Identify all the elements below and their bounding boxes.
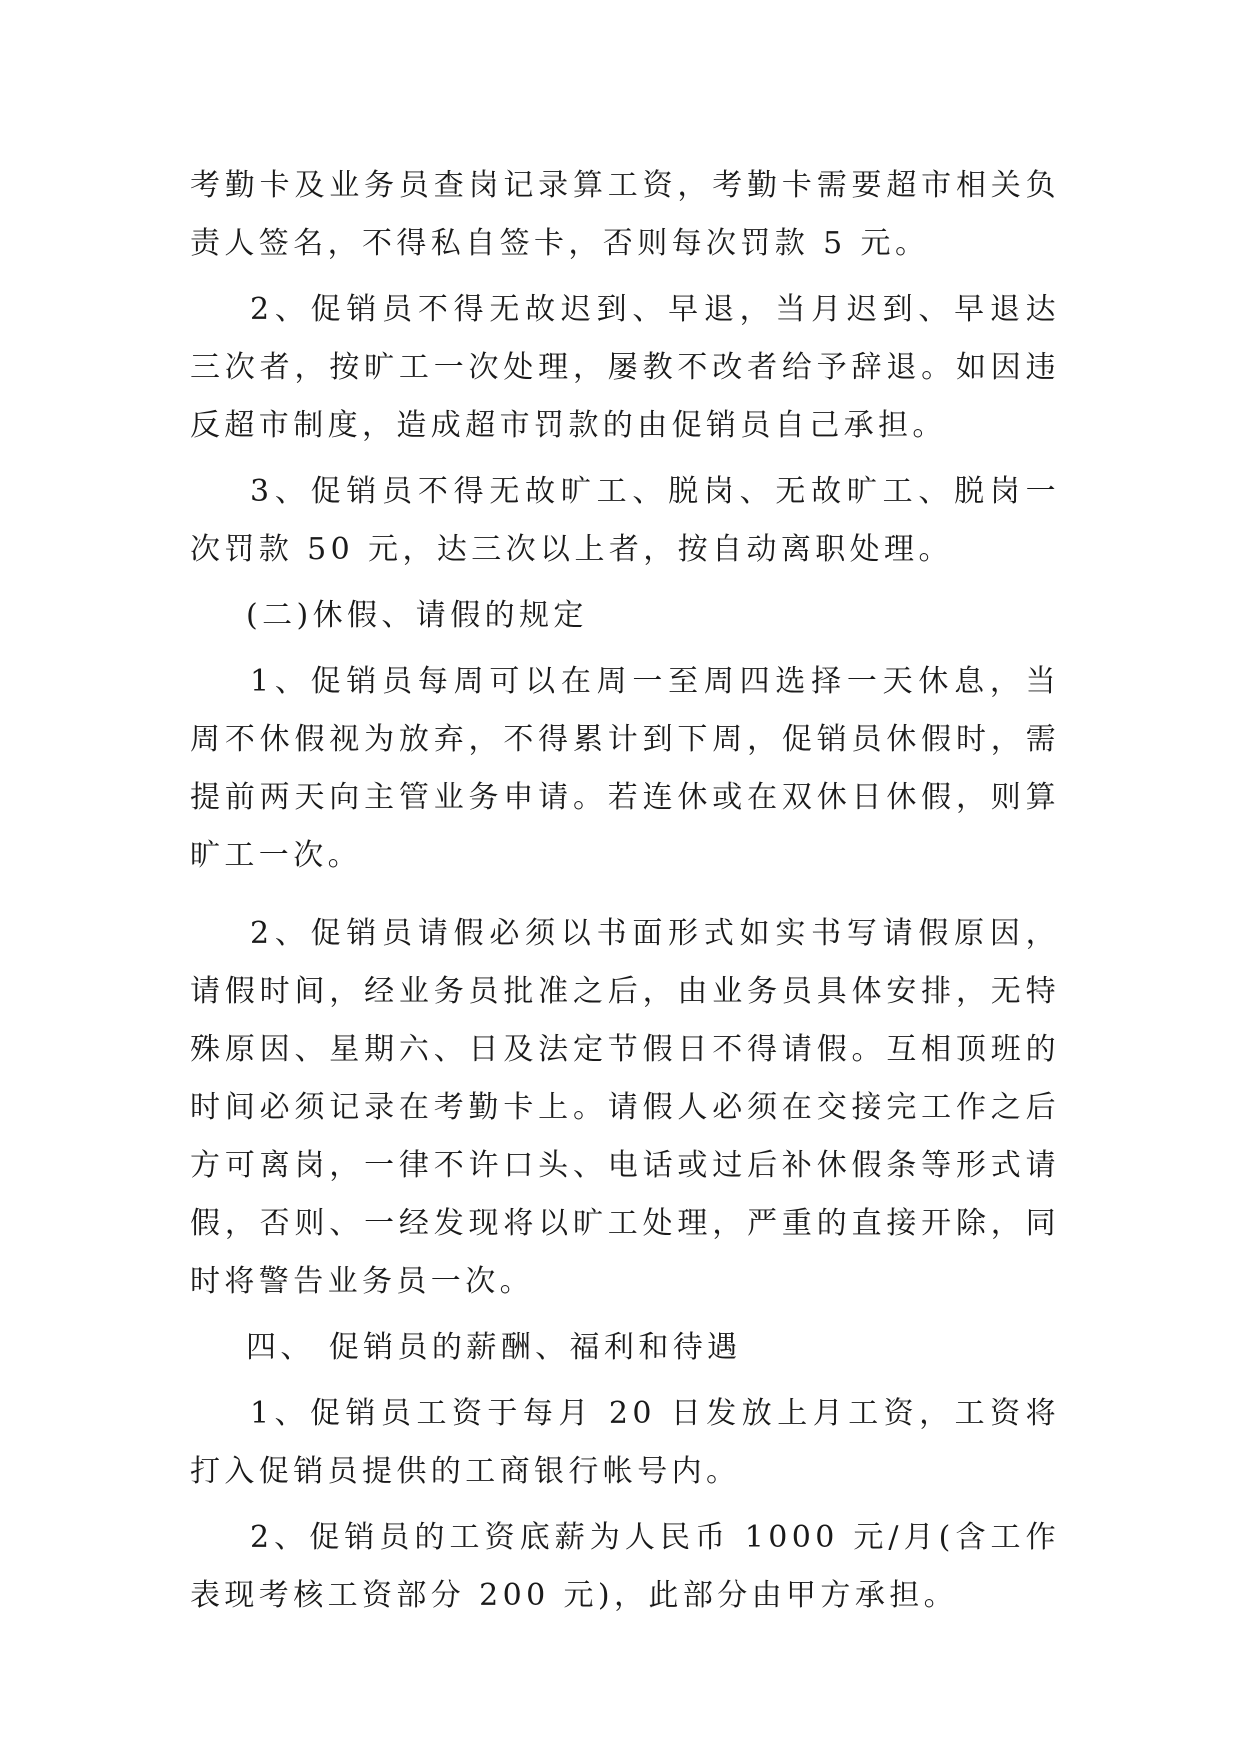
paragraph-attendance-card: 考勤卡及业务员查岗记录算工资，考勤卡需要超市相关负责人签名，不得私自签卡，否则每次罚款 5 元。: [190, 168, 1060, 261]
subsection-heading-leave: (二)休假、请假的规定: [246, 598, 588, 633]
paragraph-absence-rule: 3、促销员不得无故旷工、脱岗、无故旷工、脱岗一次罚款 50 元，达三次以上者，按自动离职处理。: [190, 474, 1060, 567]
paragraph-pay-date: 1、促销员工资于每月 20 日发放上月工资，工资将打入促销员提供的工商银行帐号内。: [190, 1396, 1060, 1489]
paragraph-weekly-rest: 1、促销员每周可以在周一至周四选择一天休息，当周不休假视为放弃，不得累计到下周，促销员休假时，需提前两天向主管业务申请。若连休或在双休日休假，则算旷工一次。: [190, 664, 1060, 873]
paragraph-leave-request: 2、促销员请假必须以书面形式如实书写请假原因，请假时间，经业务员批准之后，由业务员具体安排，无特殊原因、星期六、日及法定节假日不得请假。互相顶班的时间必须记录在考勤卡上。请假人必须在交接完工作之后方可离岗，一律不许口头、电话或过后补休假条等形式请假，否则、一经发现将以旷工处理，严重的直接开除，同时将警告业务员一次。: [190, 916, 1060, 1299]
document-body: [190, 157, 1060, 1625]
paragraph-late-rule: 2、促销员不得无故迟到、早退，当月迟到、早退达三次者，按旷工一次处理，屡教不改者给予辞退。如因违反超市制度，造成超市罚款的由促销员自己承担。: [190, 292, 1060, 443]
section-heading-salary: 四、 促销员的薪酬、福利和待遇: [246, 1330, 742, 1365]
paragraph-base-salary: 2、促销员的工资底薪为人民币 1000 元/月(含工作表现考核工资部分 200 元)，此部分由甲方承担。: [190, 1520, 1060, 1613]
